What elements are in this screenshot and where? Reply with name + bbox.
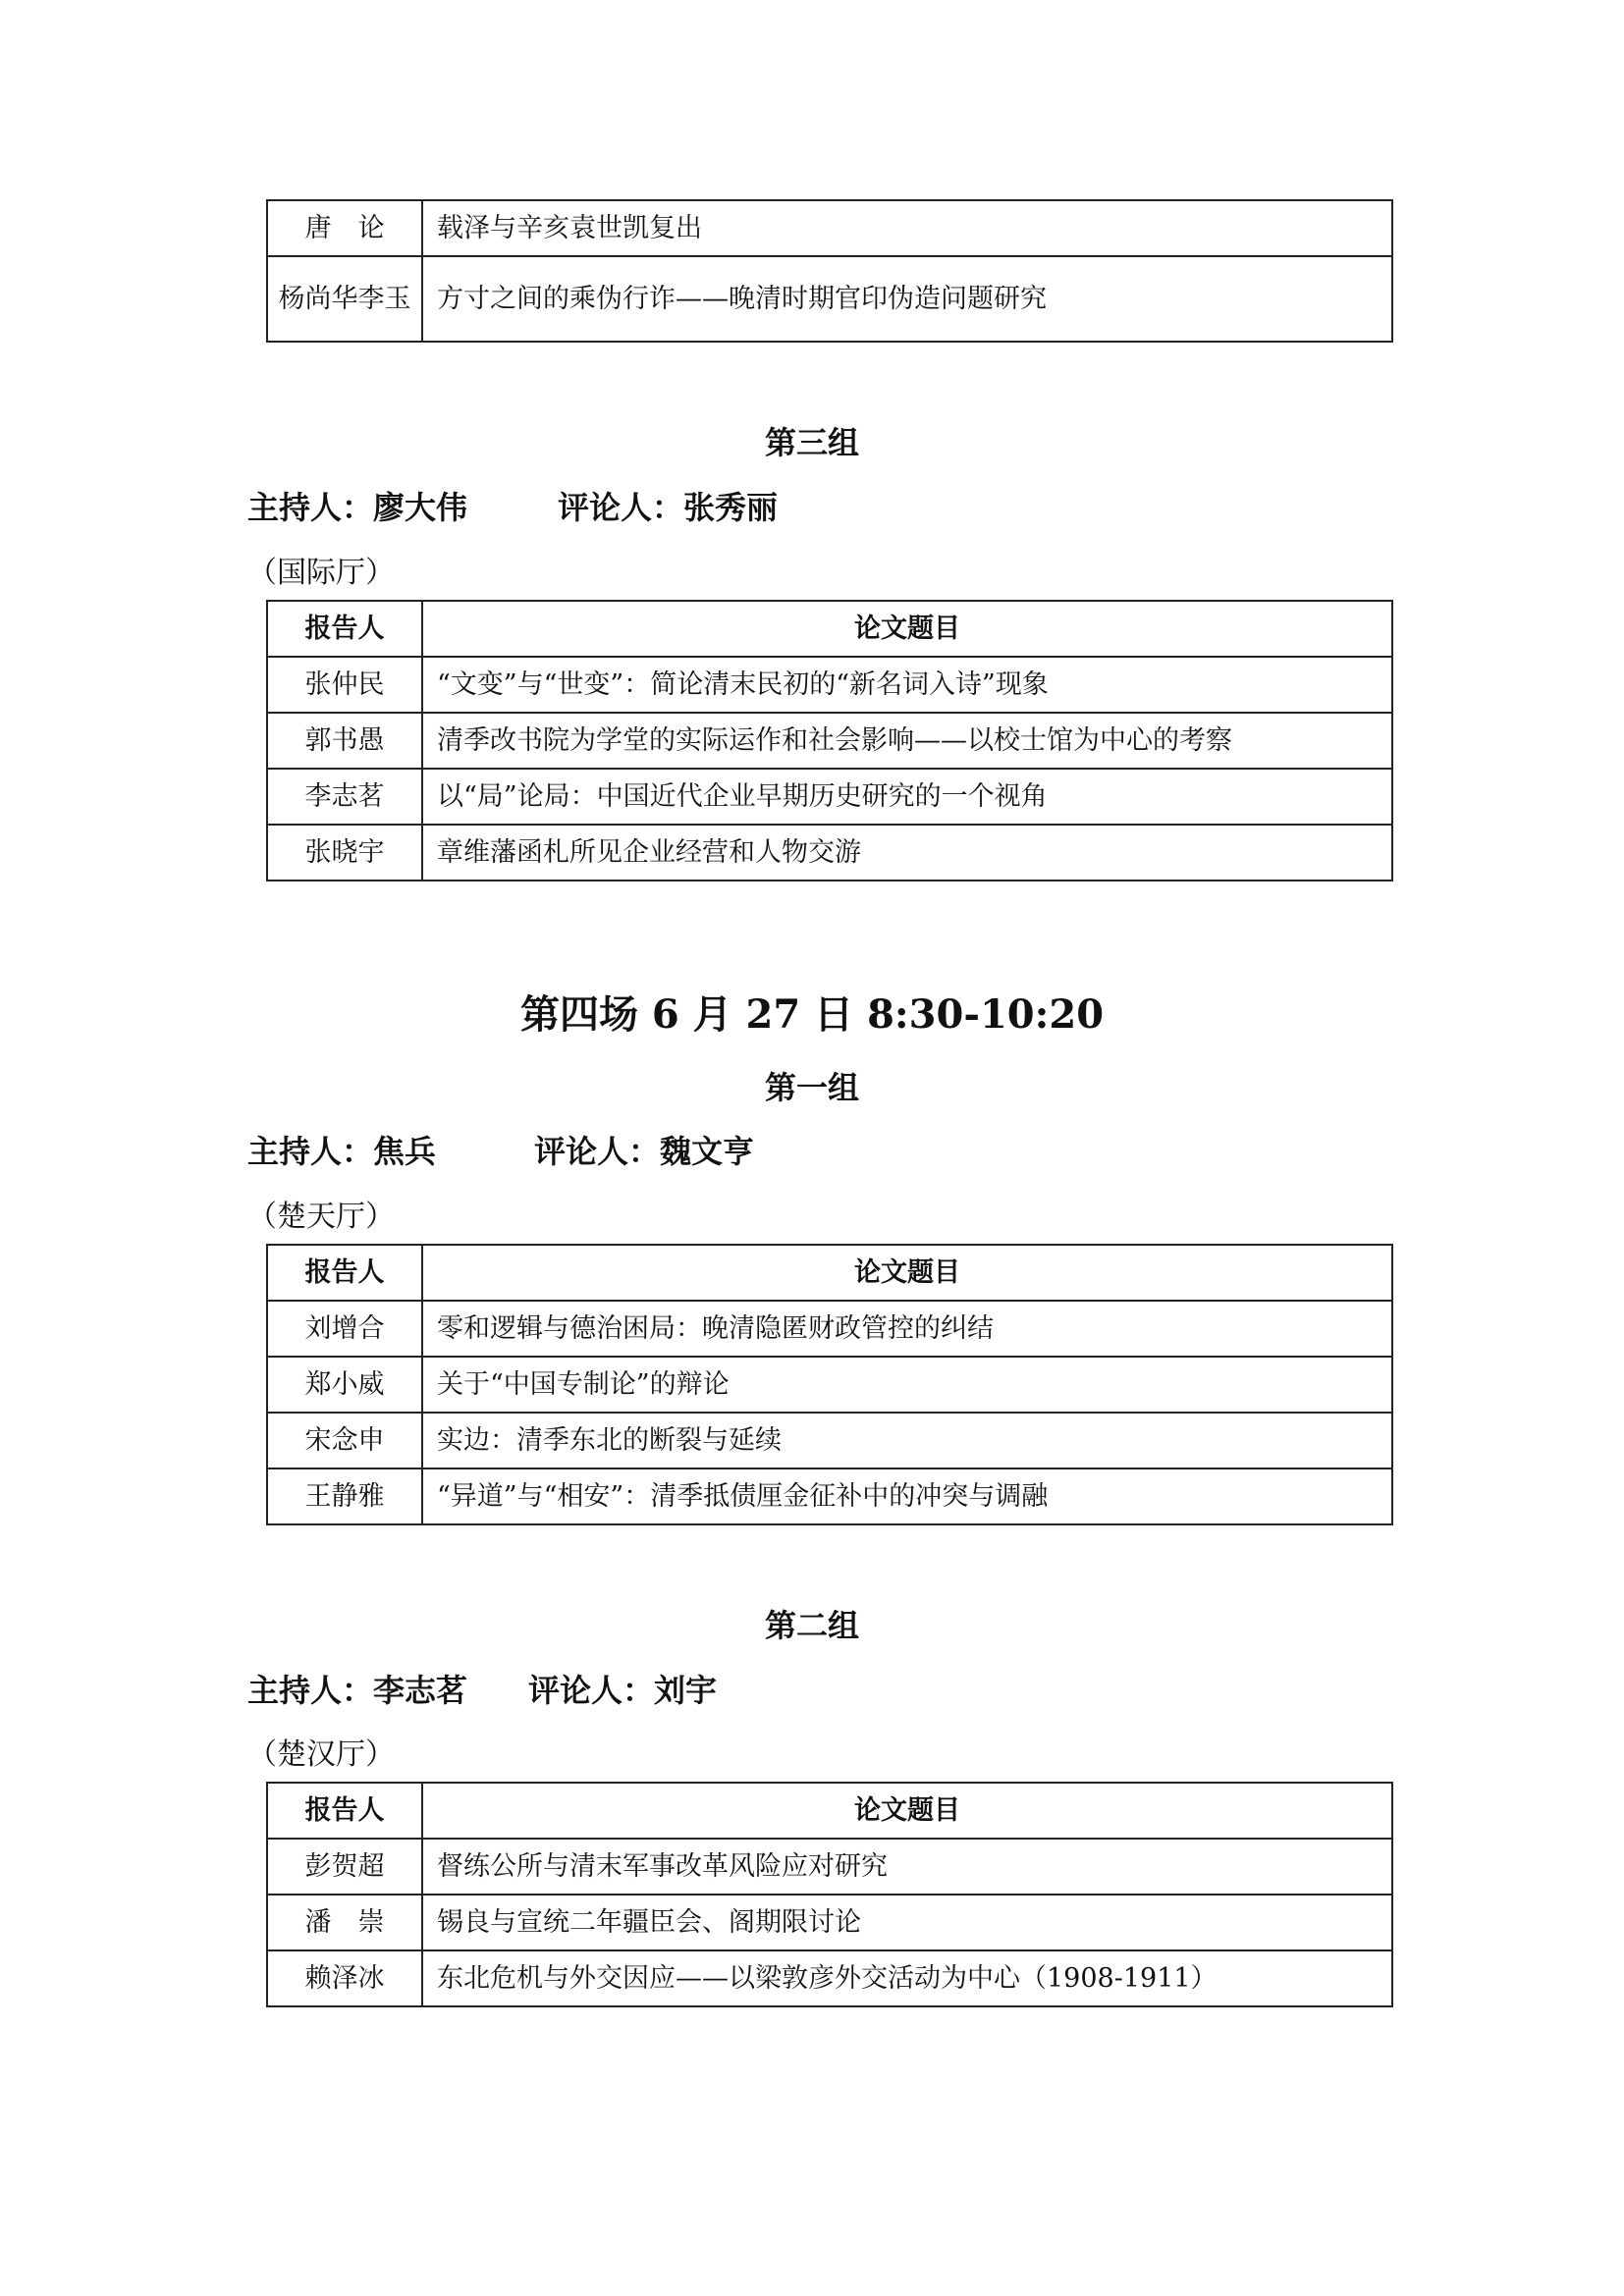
host: 主持人：廖大伟	[247, 489, 468, 526]
session-title: 第四场 6 月 27 日 8:30-10:20	[519, 991, 1105, 1038]
paper-title: 督练公所与清末军事改革风险应对研究	[422, 1839, 1392, 1895]
paper-title: 章维藩函札所见企业经营和人物交游	[422, 825, 1392, 881]
table-row	[267, 1301, 1392, 1357]
table-group3	[266, 600, 1393, 881]
reporter-name: 张晓宇	[267, 825, 422, 881]
host: 主持人：李志茗	[247, 1672, 468, 1709]
table-row	[267, 256, 1392, 342]
table-header	[267, 1245, 1392, 1301]
reporter-name: 郑小威	[267, 1357, 422, 1413]
host-line	[247, 1666, 717, 1711]
reporter-name: 郭书愚	[267, 713, 422, 769]
header-title: 论文题目	[422, 601, 1392, 657]
paper-title: 清季改书院为学堂的实际运作和社会影响——以校士馆为中心的考察	[422, 713, 1392, 769]
group-title: 第一组	[764, 1069, 859, 1106]
table-row	[267, 1950, 1392, 2006]
group-title: 第三组	[764, 424, 859, 461]
reporter-name: 潘 崇	[267, 1895, 422, 1950]
table-row	[267, 1357, 1392, 1413]
paper-title: 载泽与辛亥袁世凯复出	[422, 200, 1392, 256]
reporter-name: 刘增合	[267, 1301, 422, 1357]
header-reporter: 报告人	[267, 1783, 422, 1839]
paper-title: 零和逻辑与德治困局：晚清隐匿财政管控的纠结	[422, 1301, 1392, 1357]
header-title: 论文题目	[422, 1783, 1392, 1839]
paper-title: “文变”与“世变”：简论清末民初的“新名词入诗”现象	[422, 657, 1392, 713]
paper-title: 实边：清季东北的断裂与延续	[422, 1413, 1392, 1468]
paper-title: 关于“中国专制论”的辩论	[422, 1357, 1392, 1413]
table-row	[267, 1839, 1392, 1895]
reporter-name: 彭贺超	[267, 1839, 422, 1895]
table-header	[267, 601, 1392, 657]
venue: （国际厅）	[247, 556, 395, 590]
header-title: 论文题目	[422, 1245, 1392, 1301]
commentator: 评论人：刘宇	[528, 1672, 718, 1709]
paper-title: 方寸之间的乘伪行诈——晚清时期官印伪造问题研究	[422, 256, 1392, 342]
commentator: 评论人：魏文亨	[534, 1133, 755, 1170]
table-row	[267, 713, 1392, 769]
reporter-name: 杨尚华李玉	[267, 256, 422, 342]
table-row	[267, 825, 1392, 881]
reporter-name: 王静雅	[267, 1468, 422, 1524]
commentator: 评论人：张秀丽	[558, 489, 779, 526]
host: 主持人：焦兵	[247, 1133, 437, 1170]
paper-title: 东北危机与外交因应——以梁敦彦外交活动为中心（1908-1911）	[422, 1950, 1392, 2006]
group-title: 第二组	[764, 1607, 859, 1644]
table-row	[267, 657, 1392, 713]
reporter-name: 李志茗	[267, 769, 422, 825]
paper-title: 锡良与宣统二年疆臣会、阁期限讨论	[422, 1895, 1392, 1950]
table-header	[267, 1783, 1392, 1839]
header-reporter: 报告人	[267, 601, 422, 657]
host-line	[247, 1127, 754, 1172]
table-s4group1	[266, 1244, 1393, 1525]
paper-title: “异道”与“相安”：清季抵债厘金征补中的冲突与调融	[422, 1468, 1392, 1524]
table-row	[267, 1895, 1392, 1950]
paper-title: 以“局”论局：中国近代企业早期历史研究的一个视角	[422, 769, 1392, 825]
reporter-name: 赖泽冰	[267, 1950, 422, 2006]
table-s4group2	[266, 1782, 1393, 2007]
reporter-name: 唐 论	[267, 200, 422, 256]
table-row	[267, 200, 1392, 256]
table-row	[267, 1413, 1392, 1468]
table-row	[267, 1468, 1392, 1524]
header-reporter: 报告人	[267, 1245, 422, 1301]
host-line	[247, 483, 778, 528]
table-top	[266, 199, 1393, 343]
venue: （楚天厅）	[247, 1200, 395, 1234]
table-row	[267, 769, 1392, 825]
venue: （楚汉厅）	[247, 1737, 395, 1772]
reporter-name: 宋念申	[267, 1413, 422, 1468]
reporter-name: 张仲民	[267, 657, 422, 713]
